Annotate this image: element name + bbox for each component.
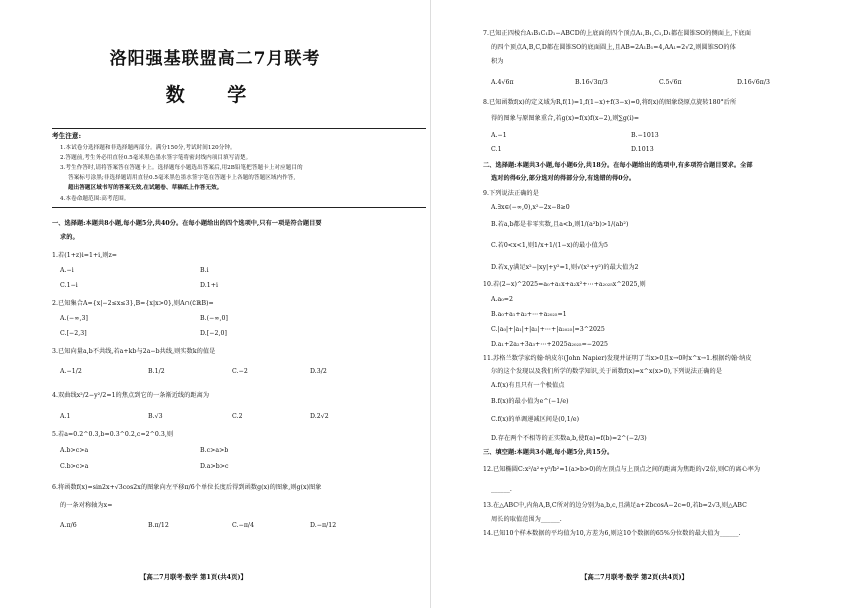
option: B.1/2 xyxy=(148,368,165,375)
question-14: 14.已知10个样本数据的平均值为10,方差为6,则这10个数据的65%分位数的最大值为______. xyxy=(483,530,741,537)
notice-item: 超出答题区域书写的答案无效,在试题卷、草稿纸上作答无效。 xyxy=(68,185,223,191)
section-heading: 一、选择题:本题共8小题,每小题5分,共40分。在每小题给出的四个选项中,只有一项是符合题目要 xyxy=(52,220,322,227)
option: D.1013 xyxy=(631,146,654,153)
option: B.√3 xyxy=(148,413,163,420)
option: C.1 xyxy=(491,146,502,153)
option: A.1 xyxy=(60,413,71,420)
option: A.π/6 xyxy=(60,522,77,529)
option: A.f(x)有且只有一个极值点 xyxy=(491,382,565,389)
option: C.−π/4 xyxy=(232,522,255,529)
question-8: 8.已知函数f(x)的定义域为R,f(1)=1,f(1−x)+f(3−x)=0,将f(x)的图象绕原点旋转180°后所 xyxy=(483,99,737,106)
notice-item: 1.本试卷分选择题和非选择题两部分。满分150分,考试时间120分钟。 xyxy=(60,145,236,151)
option: B.f(x)的最小值为e^(−1/e) xyxy=(491,398,569,405)
option: C.2 xyxy=(232,413,243,420)
section-heading: 三、填空题:本题共3小题,每小题5分,共15分。 xyxy=(483,449,614,456)
option: D.a>b>c xyxy=(200,463,229,470)
option: D.−π/12 xyxy=(310,522,337,529)
question-3: 3.已知向量a,b不共线,若a+kb与2a−b共线,则实数k的值是 xyxy=(52,348,216,355)
option: D.[−2,0] xyxy=(200,330,227,337)
option: D.若x,y满足x²−|xy|+y²=1,则√(x²+y²)的最大值为2 xyxy=(491,264,639,271)
option: B.16√3π/3 xyxy=(575,79,608,86)
section-heading: 选对的得6分,部分选对的得部分分,有选错的得0分。 xyxy=(491,175,636,182)
question-1: 1.若(1+z)i=1+i,则z= xyxy=(52,252,118,259)
option: C.[−2,3] xyxy=(60,330,87,337)
option: A.∃x∈(−∞,0),x²−2x−8≥0 xyxy=(491,204,570,211)
option: A.b>c>a xyxy=(60,447,89,454)
option: A.4√6π xyxy=(491,79,514,86)
question-text: 尔的这个发现以及我们所学的数学知识,关于函数f(x)=x^x(x>0),下列说法正确的是 xyxy=(491,368,722,375)
divider xyxy=(52,207,426,208)
question-6: 6.将函数f(x)=sin2x+√3cos2x的图象向左平移π/6个单位长度后得到函数g(x)的图象,则g(x)图象 xyxy=(52,484,322,491)
option: C.−2 xyxy=(232,368,248,375)
option: D.16√6π/3 xyxy=(737,79,770,86)
question-9: 9.下列说法正确的是 xyxy=(483,190,539,197)
exam-title: 洛阳强基联盟高二7月联考 xyxy=(109,49,321,69)
option: B.c>a>b xyxy=(200,447,229,454)
question-text: 积为 xyxy=(491,58,504,65)
question-text: 的四个顶点A,B,C,D都在圆锥SO的底面圆上,且AB=2A₁B₁=4,AA₁=2√2,则圆锥SO的体 xyxy=(491,44,736,51)
option: B.−1013 xyxy=(631,132,659,139)
option: B.若a,b都是非零实数,且a<b,则1/(a²b)>1/(ab²) xyxy=(491,221,629,228)
option: A.−i xyxy=(60,267,74,274)
question-text: 的一条对称轴为x= xyxy=(60,502,113,509)
question-12: 12.已知椭圆C:x²/a²+y²/b²=1(a>b>0)的左顶点与上顶点之间的距离为焦距的√2倍,则C的离心率为 xyxy=(483,466,761,473)
notice-heading: 考生注意: xyxy=(52,132,82,140)
option: D.存在两个不相等的正实数a,b,使f(a)=f(b)=2^(−2/3) xyxy=(491,435,647,442)
question-11: 11.苏格兰数学家约翰·纳皮尔(John Napier)发现并证明了当x>0且x→0时x^x→1.根据约翰·纳皮 xyxy=(483,355,752,362)
option: B.(−∞,0] xyxy=(200,315,228,322)
option: C.b>c>a xyxy=(60,463,89,470)
question-5: 5.若a=0.2^0.3,b=0.3^0.2,c=2^0.3,则 xyxy=(52,431,174,438)
option: C.5√6π xyxy=(659,79,682,86)
option: C.若0<x<1,则1/x+1/(1−x)的最小值为5 xyxy=(491,242,608,249)
option: B.a₀+a₁+a₂+⋯+a₂₀₂₅=1 xyxy=(491,311,567,318)
option: A.(−∞,3] xyxy=(60,315,88,322)
option: A.−1 xyxy=(491,132,507,139)
question-2: 2.已知集合A={x|−2≤x≤3},B={x|x>0},则A∩(∁ℝB)= xyxy=(52,300,214,307)
notice-item: 答案标号涂黑;非选择题请用直径0.5毫米黑色墨水签字笔在答题卡上各题的答题区域内作答, xyxy=(68,175,296,181)
page-footer: 【高二7月联考·数学 第1页(共4页)】 xyxy=(140,573,247,581)
question-13: 13.在△ABC中,内角A,B,C所对的边分别为a,b,c,且满足a+2bcosA−2c=0,若b=2√3,则△ABC xyxy=(483,502,747,509)
question-4: 4.双曲线x²/2−y²/2=1的焦点到它的一条渐近线的距离为 xyxy=(52,392,210,399)
option: B.π/12 xyxy=(148,522,169,529)
section-heading: 二、选择题:本题共3小题,每小题6分,共18分。在每小题给出的选项中,有多项符合题目要求。全部 xyxy=(483,162,753,169)
question-7: 7.已知正四棱台A₁B₁C₁D₁−ABCD的上底面的四个顶点A₁,B₁,C₁,D₁都在圆锥SO的侧面上,下底面 xyxy=(483,30,751,37)
option: A.a₀=2 xyxy=(491,296,514,303)
option: C.|a₀|+|a₁|+|a₂|+⋯+|a₂₀₂₅|=3^2025 xyxy=(491,326,605,333)
question-text: 周长的取值范围为______. xyxy=(491,516,562,523)
notice-item: 3.考生作答时,请将答案答在答题卡上。选择题每小题选出答案后,用2B铅笔把答题卡上对应题目的 xyxy=(60,165,303,171)
option: B.i xyxy=(200,267,209,274)
notice-item: 2.答题前,考生务必用直径0.5毫米黑色墨水签字笔将密封线内项目填写清楚。 xyxy=(60,155,252,161)
option: C.f(x)的单调递减区间是(0,1/e) xyxy=(491,416,580,423)
option: D.a₁+2a₂+3a₃+⋯+2025a₂₀₂₅=−2025 xyxy=(491,341,608,348)
question-10: 10.若(2−x)^2025=a₀+a₁x+a₂x²+⋯+a₂₀₂₅x^2025,则 xyxy=(483,281,646,288)
option: D.1+i xyxy=(200,282,219,289)
divider xyxy=(52,128,426,129)
option: D.3/2 xyxy=(310,368,327,375)
page-2 xyxy=(430,0,860,608)
answer-blank: ______. xyxy=(491,486,512,493)
section-heading: 求的。 xyxy=(60,234,79,241)
subject-title: 数 学 xyxy=(165,84,265,106)
notice-item: 4.本卷命题范围:高考范围。 xyxy=(60,196,130,202)
option: A.−1/2 xyxy=(60,368,82,375)
option: D.2√2 xyxy=(310,413,329,420)
page-footer: 【高二7月联考·数学 第2页(共4页)】 xyxy=(581,573,688,581)
question-text: 得的图象与原图象重合,若g(x)=f(x)f(x−2),则∑g(i)= xyxy=(491,115,640,122)
option: C.1−i xyxy=(60,282,78,289)
